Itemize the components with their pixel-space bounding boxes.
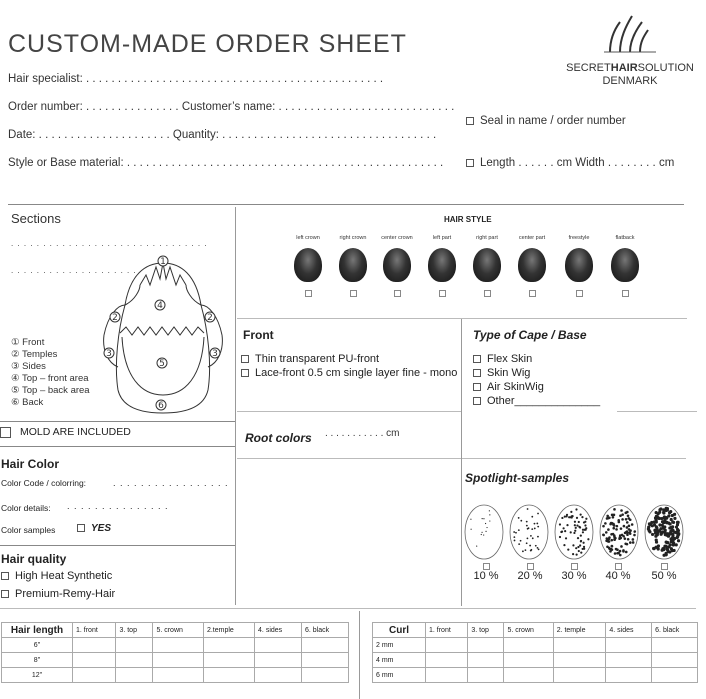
style-checkbox[interactable] (576, 290, 583, 297)
table-row: 12" (2, 668, 349, 683)
spotlight-egg-icon (555, 505, 593, 559)
style-left-crown[interactable]: left crown (288, 235, 328, 297)
table-header-cell: 1. front (73, 623, 116, 638)
front-option-lace[interactable]: Lace-front 0.5 cm single layer fine - mono (241, 366, 463, 380)
style-freestyle[interactable]: freestyle (559, 235, 599, 297)
style-checkbox[interactable] (394, 290, 401, 297)
cape-option-other[interactable]: Other______________ (473, 394, 600, 408)
legend-back: ⑥ Back (11, 397, 44, 408)
front-option-pu[interactable]: Thin transparent PU-front (241, 352, 379, 366)
column-divider-left (235, 207, 236, 605)
table-header-cell: 4. sides (606, 623, 652, 638)
svg-text:5: 5 (159, 359, 165, 369)
style-right-crown[interactable]: right crown (333, 235, 373, 297)
table-header-cell: 3. top (468, 623, 504, 638)
page-title: CUSTOM-MADE ORDER SHEET (8, 30, 407, 58)
svg-text:4: 4 (157, 301, 163, 311)
style-right-part[interactable]: right part (467, 235, 507, 297)
style-center-crown[interactable]: center crown (377, 235, 417, 297)
root-colors-field[interactable]: . . . . . . . . . . . cm (325, 428, 400, 439)
hair-style-options (283, 235, 653, 315)
table-header-row (2, 623, 349, 638)
table-header-cell: 1. front (426, 623, 468, 638)
color-code-label: Color Code / colorring: (1, 478, 87, 488)
curl-header: Curl (373, 623, 426, 638)
color-details-label: Color details: (1, 503, 51, 513)
length-option[interactable] (466, 157, 674, 169)
sections-line-1[interactable]: . . . . . . . . . . . . . . . . . . . . . . . . . . . . . . . (11, 239, 208, 248)
legend-front: ① Front (11, 337, 45, 348)
spotlight-egg-icon (510, 505, 548, 559)
style-checkbox[interactable] (305, 290, 312, 297)
color-code-field[interactable]: . . . . . . . . . . . . . . . . . (113, 478, 229, 488)
table-header-cell: 6. black (652, 623, 698, 638)
table-header-cell: 4. sides (255, 623, 302, 638)
sections-line-2[interactable]: . . . . . . . . . . . . . . . . . . . . (11, 266, 137, 275)
head-icon (611, 248, 639, 282)
color-samples-yes[interactable]: YES (77, 523, 111, 534)
quality-option-synthetic[interactable]: High Heat Synthetic (1, 569, 112, 583)
spotlight-egg-icon (465, 505, 503, 559)
hair-length-table (1, 622, 349, 683)
mold-option[interactable] (0, 425, 131, 439)
table-header-cell: 3. top (116, 623, 153, 638)
front-divider (237, 411, 461, 412)
cape-checkbox[interactable] (473, 397, 481, 405)
spotlight-egg-icon (645, 505, 683, 559)
table-row: 6 mm (373, 668, 698, 683)
header-divider (8, 204, 684, 205)
column-divider-right (461, 319, 462, 606)
spotlight-samples-graphic (463, 502, 691, 562)
quality-checkbox[interactable] (1, 590, 9, 598)
style-checkbox[interactable] (439, 290, 446, 297)
spotlight-option-40[interactable]: 40 % (598, 563, 638, 582)
hair-specialist-field[interactable]: Hair specialist: . . . . . . . . . . . . . . . . . . . . . . . . . . . . . . . . . . . . . . . . . . . . . . . (8, 73, 384, 85)
cape-option-air[interactable]: Air SkinWig (473, 380, 544, 394)
root-divider (237, 458, 461, 459)
cape-checkbox[interactable] (473, 369, 481, 377)
cape-option-skin-wig[interactable]: Skin Wig (473, 366, 530, 380)
color-divider (0, 446, 235, 447)
head-icon (294, 248, 322, 282)
hair-style-title: HAIR STYLE (444, 215, 492, 224)
svg-text:1: 1 (160, 257, 166, 267)
cape-divider (617, 411, 697, 412)
front-lace-checkbox[interactable] (241, 369, 249, 377)
style-checkbox[interactable] (622, 290, 629, 297)
brand-country: DENMARK (602, 75, 658, 87)
spotlight-option-10[interactable]: 10 % (466, 563, 506, 582)
hair-color-title: Hair Color (1, 457, 60, 471)
head-sections-diagram (100, 255, 226, 417)
head-icon (565, 248, 593, 282)
head-icon (473, 248, 501, 282)
style-center-part[interactable]: center part (512, 235, 552, 297)
tables-column-divider (359, 611, 360, 699)
date-quantity-field[interactable]: Date: . . . . . . . . . . . . . . . . . . . . . Quantity: . . . . . . . . . . . . . . . . . . . . . . . . . . . . . . . . . . (8, 129, 437, 141)
sections-title: Sections (11, 211, 61, 226)
svg-text:2: 2 (207, 313, 213, 323)
cape-option-flex[interactable]: Flex Skin (473, 352, 532, 366)
front-title: Front (243, 328, 274, 342)
style-checkbox[interactable] (529, 290, 536, 297)
table-header-cell: 5. crown (504, 623, 553, 638)
brand-name: SECRETHAIRSOLUTION (566, 62, 694, 74)
svg-text:2: 2 (112, 313, 118, 323)
front-pu-checkbox[interactable] (241, 355, 249, 363)
svg-text:3: 3 (106, 349, 112, 359)
root-colors-title: Root colors (245, 431, 312, 445)
table-row: 6" (2, 638, 349, 653)
table-row: 2 mm (373, 638, 698, 653)
base-material-field[interactable]: Style or Base material: . . . . . . . . . . . . . . . . . . . . . . . . . . . . . . . . . . . . . . . . . . . . . . . . . . (8, 157, 444, 169)
table-header-cell: 5. crown (153, 623, 204, 638)
tables-divider (0, 608, 696, 609)
hair-quality-title: Hair quality (1, 552, 67, 566)
head-icon (518, 248, 546, 282)
quality-checkbox[interactable] (1, 572, 9, 580)
table-header-row (373, 623, 698, 638)
curl-table (372, 622, 698, 683)
length-checkbox[interactable] (466, 159, 474, 167)
svg-text:6: 6 (158, 401, 164, 411)
seal-option[interactable] (466, 115, 626, 127)
sections-legend (11, 337, 90, 409)
quality-divider (0, 545, 235, 546)
order-number-field[interactable]: Order number: . . . . . . . . . . . . . . . Customer’s name: . . . . . . . . . . . . . . . . . . . . . . . . . . . . (8, 101, 455, 113)
legend-sides: ③ Sides (11, 361, 46, 372)
style-checkbox[interactable] (484, 290, 491, 297)
hair-style-divider (237, 318, 687, 319)
table-row: 4 mm (373, 653, 698, 668)
mold-checkbox[interactable] (0, 427, 11, 438)
spotlight-option-50[interactable]: 50 % (644, 563, 684, 582)
cape-checkbox[interactable] (473, 355, 481, 363)
style-flatback[interactable]: flatback (605, 235, 645, 297)
head-icon (383, 248, 411, 282)
style-checkbox[interactable] (350, 290, 357, 297)
quality-option-remy[interactable]: Premium-Remy-Hair (1, 587, 115, 601)
brand-logo-icon (600, 12, 660, 56)
spotlight-egg-icon (600, 505, 638, 559)
table-header-cell: 2. temple (553, 623, 606, 638)
legend-top-back: ⑤ Top – back area (11, 385, 90, 396)
legend-temples: ② Temples (11, 349, 58, 360)
hair-length-header: Hair length (2, 623, 73, 638)
table-header-cell: 2.temple (203, 623, 254, 638)
seal-checkbox[interactable] (466, 117, 474, 125)
color-samples-checkbox[interactable] (77, 524, 85, 532)
table-header-cell: 6. black (302, 623, 349, 638)
root-divider-right (462, 458, 686, 459)
seal-label: Seal in name / order number (480, 115, 626, 127)
legend-top-front: ④ Top – front area (11, 373, 89, 384)
head-icon (339, 248, 367, 282)
spotlight-option-30[interactable]: 30 % (554, 563, 594, 582)
mold-divider (0, 421, 235, 422)
table-row: 8" (2, 653, 349, 668)
cape-checkbox[interactable] (473, 383, 481, 391)
spotlight-title: Spotlight-samples (465, 471, 570, 485)
length-label: Length . . . . . . cm Width . . . . . . . . cm (480, 157, 675, 169)
color-details-field[interactable]: . . . . . . . . . . . . . . . (67, 501, 169, 511)
svg-text:3: 3 (212, 349, 218, 359)
head-icon (428, 248, 456, 282)
cape-title: Type of Cape / Base (473, 328, 587, 342)
mold-label: MOLD ARE INCLUDED (20, 426, 131, 438)
spotlight-option-20[interactable]: 20 % (510, 563, 550, 582)
style-left-part[interactable]: left part (422, 235, 462, 297)
color-samples-label: Color samples (1, 525, 56, 535)
